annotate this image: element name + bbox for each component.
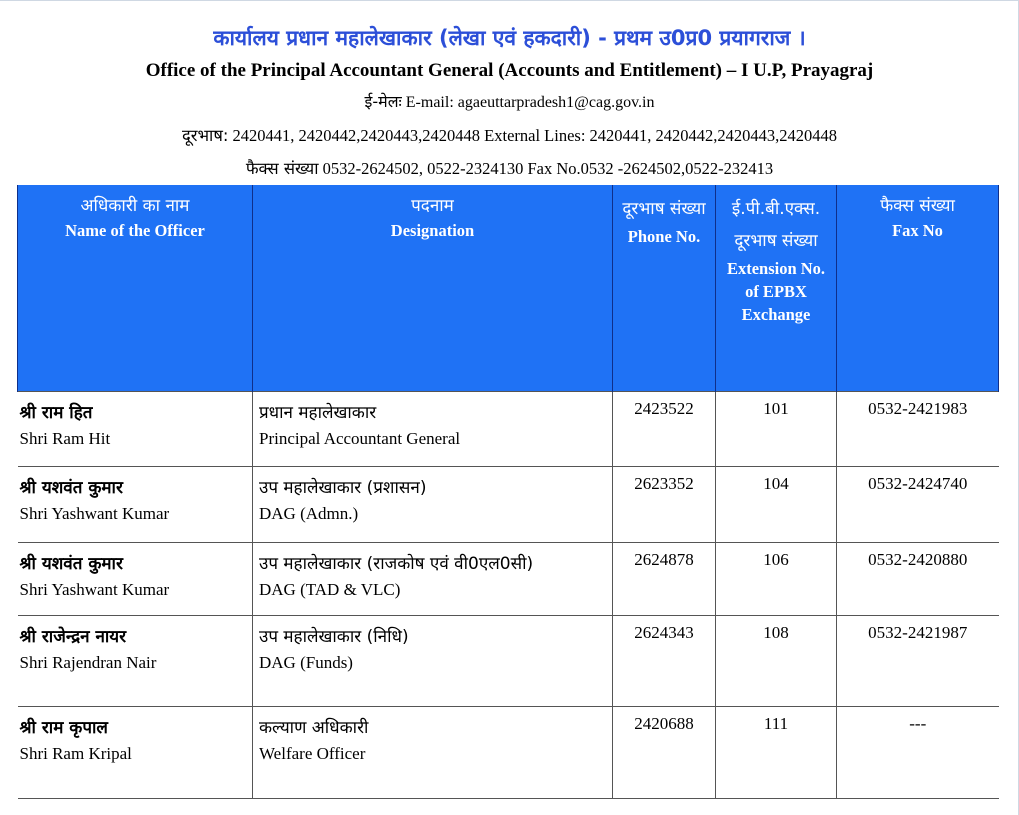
fax-cell: --- (837, 706, 999, 798)
header-extension (716, 185, 837, 391)
designation-en: Welfare Officer (259, 743, 366, 763)
officer-name-en: Shri Yashwant Kumar (19, 503, 170, 523)
officer-name-en: Shri Rajendran Nair (19, 652, 157, 672)
officer-name-cell (18, 466, 253, 542)
page-top-rule (0, 0, 1019, 7)
officer-name-hi: श्री राजेन्द्रन नायर (19, 626, 127, 647)
fax-cell: 0532-2424740 (837, 466, 999, 542)
phone-label-hindi: दूरभाष: (181, 126, 229, 145)
fax-cell: 0532-2421983 (837, 391, 999, 466)
extension-cell: 108 (716, 615, 837, 706)
header-fax (837, 185, 999, 391)
designation-en: Principal Accountant General (259, 428, 461, 448)
officer-name-hi: श्री राम कृपाल (19, 717, 108, 738)
header-extension-en: Extension No. of EPBX Exchange (726, 259, 826, 324)
fax-cell: 0532-2421987 (837, 615, 999, 706)
officer-name-en: Shri Ram Hit (19, 428, 111, 448)
header-fax-en: Fax No (892, 221, 943, 240)
officer-name-en: Shri Ram Kripal (19, 743, 132, 763)
designation-hi: उप महालेखाकार (निधि) (259, 626, 409, 647)
phone-cell: 2623352 (613, 466, 716, 542)
header-designation (253, 185, 613, 391)
phone-text: 2420441, 2420442,2420443,2420448 External Lines: 2420441, 2420442,2420443,2420448 (232, 126, 838, 145)
officer-name-en: Shri Yashwant Kumar (19, 579, 170, 599)
phone-cell: 2423522 (613, 391, 716, 466)
phone-line (0, 123, 1019, 146)
designation-hi: उप महालेखाकार (राजकोष एवं वी0एल0सी) (259, 553, 534, 574)
fax-label-hindi: फैक्स संख्या (245, 159, 319, 178)
designation-hi: प्रधान महालेखाकार (259, 402, 377, 423)
header-phone-en: Phone No. (627, 227, 701, 246)
hindi-office-title: कार्यालय प्रधान महालेखाकार (लेखा एवं हकदारी) - प्रथम उ0प्र0 प्रयागराज । (213, 26, 806, 50)
header-officer-name (18, 185, 253, 391)
extension-cell: 101 (716, 391, 837, 466)
table-row (18, 706, 999, 798)
header-officer-name-hi: अधिकारी का नाम (80, 196, 190, 216)
fax-line (0, 156, 1019, 179)
designation-cell (253, 466, 613, 542)
designation-en: DAG (Funds) (259, 652, 353, 672)
designation-hi: कल्याण अधिकारी (259, 717, 369, 738)
email-text: E-mail: agaeuttarpradesh1@cag.gov.in (405, 94, 655, 111)
header-fax-hi: फैक्स संख्या (880, 196, 955, 216)
table-header-row (18, 185, 999, 391)
officer-name-cell (18, 706, 253, 798)
extension-cell: 106 (716, 542, 837, 615)
header-extension-hi: ई.पी.बी.एक्स. दूरभाष संख्या (731, 199, 821, 251)
officer-name-cell (18, 391, 253, 466)
table-row (18, 615, 999, 706)
designation-cell (253, 542, 613, 615)
table-row (18, 466, 999, 542)
officer-name-hi: श्री राम हित (19, 402, 93, 423)
extension-cell: 111 (716, 706, 837, 798)
phone-cell: 2624878 (613, 542, 716, 615)
designation-cell (253, 615, 613, 706)
designation-cell (253, 391, 613, 466)
fax-cell: 0532-2420880 (837, 542, 999, 615)
header-designation-en: Designation (390, 221, 475, 240)
english-office-title: Office of the Principal Accountant General (Accounts and Entitlement) – I U.P, Prayagraj (145, 60, 874, 81)
table-row (18, 542, 999, 615)
phone-cell: 2624343 (613, 615, 716, 706)
extension-cell: 104 (716, 466, 837, 542)
email-line (0, 90, 1019, 112)
officer-name-hi: श्री यशवंत कुमार (19, 477, 123, 498)
header-officer-name-en: Name of the Officer (65, 221, 205, 240)
designation-en: DAG (TAD & VLC) (259, 579, 401, 599)
header-phone-hi: दूरभाष संख्या (622, 199, 706, 219)
email-label-hindi: ई-मेलः (364, 92, 402, 111)
officer-name-cell (18, 615, 253, 706)
officer-directory-table (17, 185, 999, 799)
header-phone (613, 185, 716, 391)
officer-name-hi: श्री यशवंत कुमार (19, 553, 123, 574)
designation-en: DAG (Admn.) (259, 503, 359, 523)
officer-name-cell (18, 542, 253, 615)
designation-cell (253, 706, 613, 798)
designation-hi: उप महालेखाकार (प्रशासन) (259, 477, 427, 498)
fax-text: 0532-2624502, 0522-2324130 Fax No.0532 -2624502,0522-232413 (322, 159, 774, 178)
table-row (18, 391, 999, 466)
phone-cell: 2420688 (613, 706, 716, 798)
header-designation-hi: पदनाम (411, 196, 454, 216)
